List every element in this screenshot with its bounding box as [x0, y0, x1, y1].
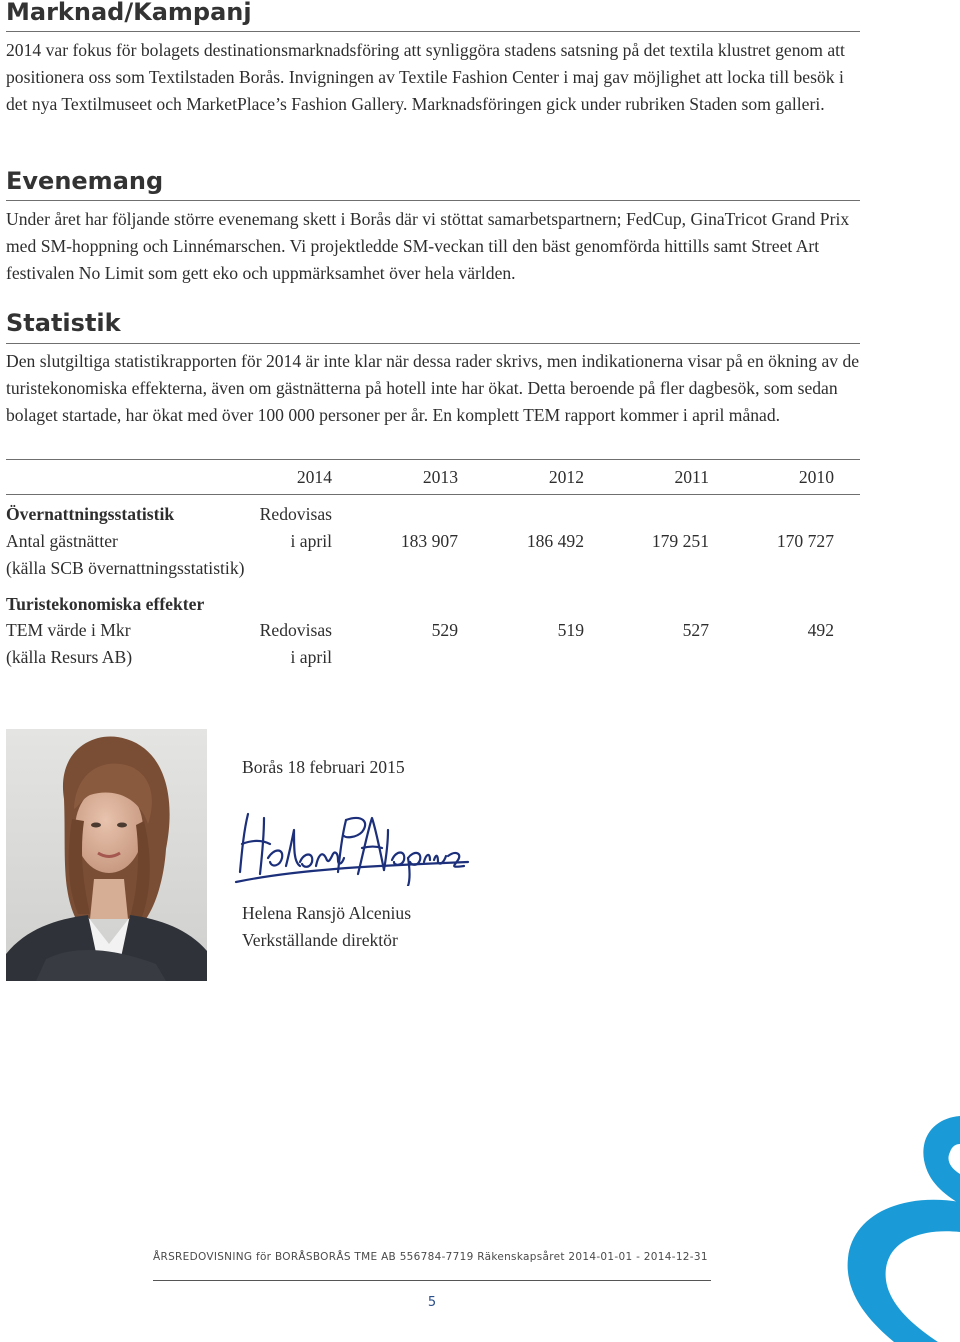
cell-2014-overnattning: Redovisas	[259, 504, 332, 524]
handwritten-signature	[234, 800, 470, 886]
heading-statistik: Statistik	[6, 309, 121, 337]
year-header: 2012	[548, 467, 584, 487]
year-header: 2011	[674, 467, 709, 487]
paragraph-statistik: Den slutgiltiga statistikrapporten för 2014 är inte klar när dessa rader skrivs, men indikationerna visar på en ökning av de turistekonomiska effekterna, även om gästnätterna på hotell inte har ökat. Detta beroende på fler dagbesök, som sedan bolaget startade, har ökat med över 100 000 personer per år. En komplett TEM rapport kommer i april månad.	[6, 351, 860, 425]
signatory-name: Helena Ransjö Alcenius	[242, 903, 412, 923]
table-cell: 183 907	[400, 531, 458, 551]
paragraph-marknad: 2014 var fokus för bolagets destinationsmarknadsföring att synliggöra stadens satsning på det textila klustret genom att positionera oss som Textilstaden Borås. Invigningen av Textile Fashion Center i maj gav möjlighet att locka till besök i det nya Textilmuseet och MarketPlace’s Fashion Gallery. Marknadsföringen gick under rubriken Staden som galleri.	[6, 40, 845, 114]
year-header: 2013	[422, 467, 458, 487]
signature-place-date: Borås 18 februari 2015	[242, 757, 405, 777]
row-label-turistekonomi: TEM värde i Mkr	[6, 620, 131, 640]
page-number: 5	[427, 1295, 437, 1310]
section-rule	[6, 31, 860, 32]
table-cell: 186 492	[526, 531, 584, 551]
section-rule	[6, 343, 860, 344]
heading-evenemang: Evenemang	[6, 167, 164, 195]
table-cell: 170 727	[776, 531, 834, 551]
cell-2014-turistekonomi: i april	[290, 647, 332, 667]
row-source-turistekonomi: (källa Resurs AB)	[6, 647, 133, 667]
cell-2014-overnattning: i april	[290, 531, 332, 551]
table-cell: 492	[807, 620, 834, 640]
footer-text: ÅRSREDOVISNING för BORÅSBORÅS TME AB 556784-7719 Räkenskapsåret 2014-01-01 - 2014-12-31	[153, 1251, 708, 1263]
portrait-photo	[6, 729, 207, 981]
brand-logo-swoosh	[840, 1108, 960, 1342]
signatory-title: Verkställande direktör	[242, 930, 398, 950]
year-header: 2014	[296, 467, 332, 487]
row-source-overnattning: (källa SCB övernattningsstatistik)	[6, 558, 245, 578]
row-title-turistekonomi: Turistekonomiska effekter	[6, 594, 205, 614]
cell-2014-turistekonomi: Redovisas	[259, 620, 332, 640]
year-header: 2010	[798, 467, 834, 487]
paragraph-evenemang: Under året har följande större evenemang skett i Borås där vi stöttat samarbetspartnern; FedCup, GinaTricot Grand Prix med SM-hoppning och Linnémarschen. Vi projektledde SM-veckan till den bäst genomförda hittills samt Street Art festivalen No Limit som gett eko och uppmärksamhet över hela världen.	[6, 209, 850, 283]
table-header-rule	[6, 494, 860, 495]
table-cell: 527	[682, 620, 709, 640]
heading-marknad: Marknad/Kampanj	[6, 0, 252, 26]
table-top-rule	[6, 459, 860, 460]
footer-rule	[153, 1280, 711, 1281]
row-title-overnattning: Övernattningsstatistik	[6, 504, 175, 524]
section-rule	[6, 200, 860, 201]
table-cell: 179 251	[651, 531, 709, 551]
table-cell: 519	[557, 620, 584, 640]
row-label-overnattning: Antal gästnätter	[6, 531, 118, 551]
table-cell: 529	[431, 620, 458, 640]
